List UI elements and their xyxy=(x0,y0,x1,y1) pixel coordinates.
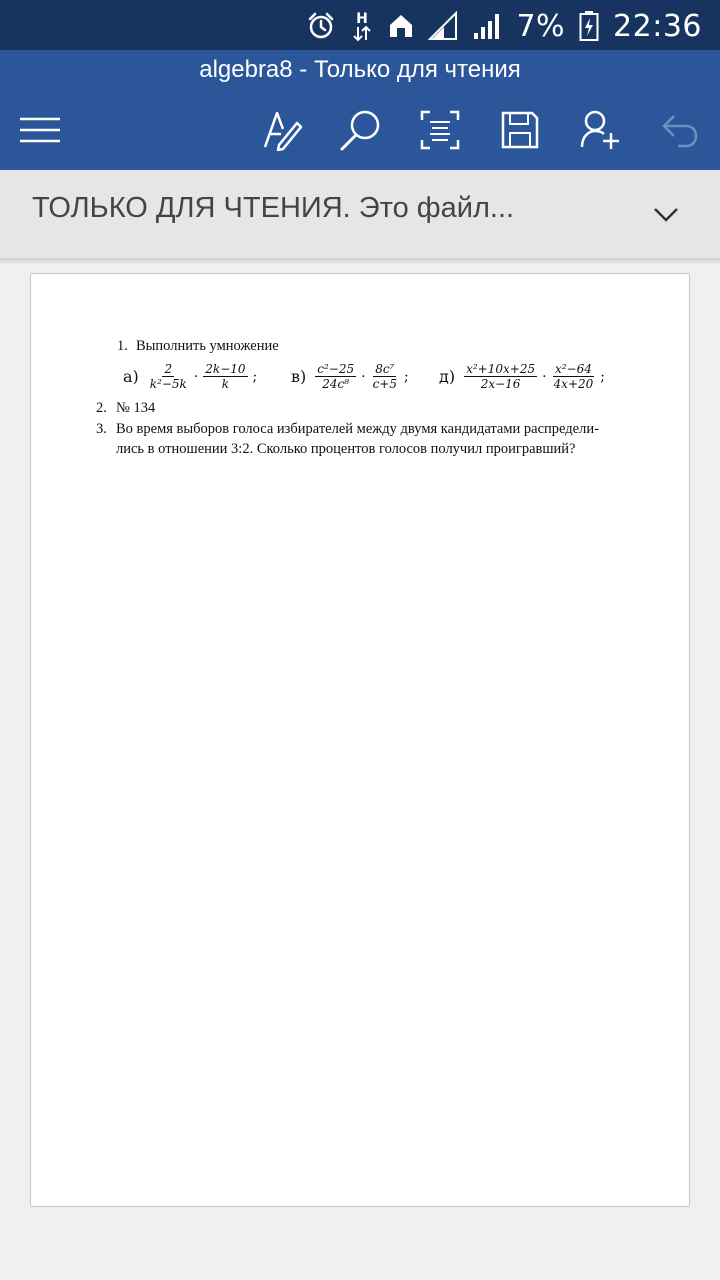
fraction: $\frac{\text{c²−25}}{\text{24c⁸}}$ xyxy=(317,362,355,391)
expression-b-label: в) xyxy=(291,367,307,386)
save-button[interactable] xyxy=(496,106,544,154)
undo-button[interactable] xyxy=(656,106,704,154)
item-1-text: Выполнить умножение xyxy=(136,338,279,354)
search-button[interactable] xyxy=(336,106,384,154)
battery-charging-icon xyxy=(579,10,599,42)
svg-text:H: H xyxy=(356,11,369,27)
battery-percent: 7% xyxy=(516,8,566,44)
menu-button[interactable] xyxy=(16,106,64,154)
fraction: $\frac{\text{8c⁷}}{c+5}$ xyxy=(372,362,397,391)
document-page[interactable] xyxy=(30,273,690,1207)
edit-text-icon xyxy=(261,109,303,151)
expression-a: а) $\frac{2}{\text{k²−5k}}$ · $\frac{2k-10}{k}$ ; xyxy=(123,362,258,391)
status-bar xyxy=(0,0,720,50)
expression-d: д) $\frac{\text{x²+10x+25}}{2x-16}$ · $\frac{\text{x²−64}}{4x+20}$ ; xyxy=(439,362,605,391)
chevron-down-icon[interactable] xyxy=(650,198,682,230)
item-2-text: № 134 xyxy=(116,400,156,416)
undo-icon xyxy=(660,110,700,150)
search-icon xyxy=(338,108,382,152)
item-1-number: 1. xyxy=(117,338,128,354)
status-icons xyxy=(306,6,702,46)
hamburger-icon xyxy=(18,115,62,145)
alarm-icon xyxy=(306,11,336,41)
reading-view-button[interactable] xyxy=(416,106,464,154)
fraction: $\frac{\text{x²−64}}{4x+20}$ xyxy=(553,362,594,391)
item-2-number: 2. xyxy=(96,400,107,416)
expression-d-label: д) xyxy=(439,367,456,386)
expression-b: в) $\frac{\text{c²−25}}{\text{24c⁸}}$ · $\frac{\text{8c⁷}}{c+5}$ ; xyxy=(291,362,409,391)
save-icon xyxy=(500,110,540,150)
fraction: $\frac{\text{x²+10x+25}}{2x-16}$ xyxy=(466,362,536,391)
app-bar xyxy=(0,50,720,170)
document-content xyxy=(31,274,689,1206)
clock: 22:36 xyxy=(613,8,702,44)
add-person-icon xyxy=(579,109,621,151)
signal-sim1-icon xyxy=(428,11,458,41)
infobar-shadow xyxy=(0,259,720,265)
read-only-message: ТОЛЬКО ДЛЯ ЧТЕНИЯ. Это файл... xyxy=(32,192,515,224)
document-title: algebra8 - Только для чтения xyxy=(199,56,521,83)
home-icon xyxy=(388,13,414,39)
item-3-line-1: Во время выборов голоса избирателей между двумя кандидатами распредели- xyxy=(116,421,599,437)
signal-sim2-icon xyxy=(472,11,502,41)
network-h-icon xyxy=(350,9,374,43)
expression-a-label: а) xyxy=(123,367,139,386)
reading-view-icon xyxy=(420,110,460,150)
read-only-infobar[interactable] xyxy=(0,170,720,259)
item-3-line-2: лись в отношении 3:2. Сколько процентов голосов получил проигравший? xyxy=(116,441,576,457)
fraction: $\frac{2k-10}{k}$ xyxy=(205,362,246,391)
item-3-number: 3. xyxy=(96,421,107,437)
share-button[interactable] xyxy=(576,106,624,154)
fraction: $\frac{2}{\text{k²−5k}}$ xyxy=(149,362,187,391)
edit-button[interactable] xyxy=(258,106,306,154)
